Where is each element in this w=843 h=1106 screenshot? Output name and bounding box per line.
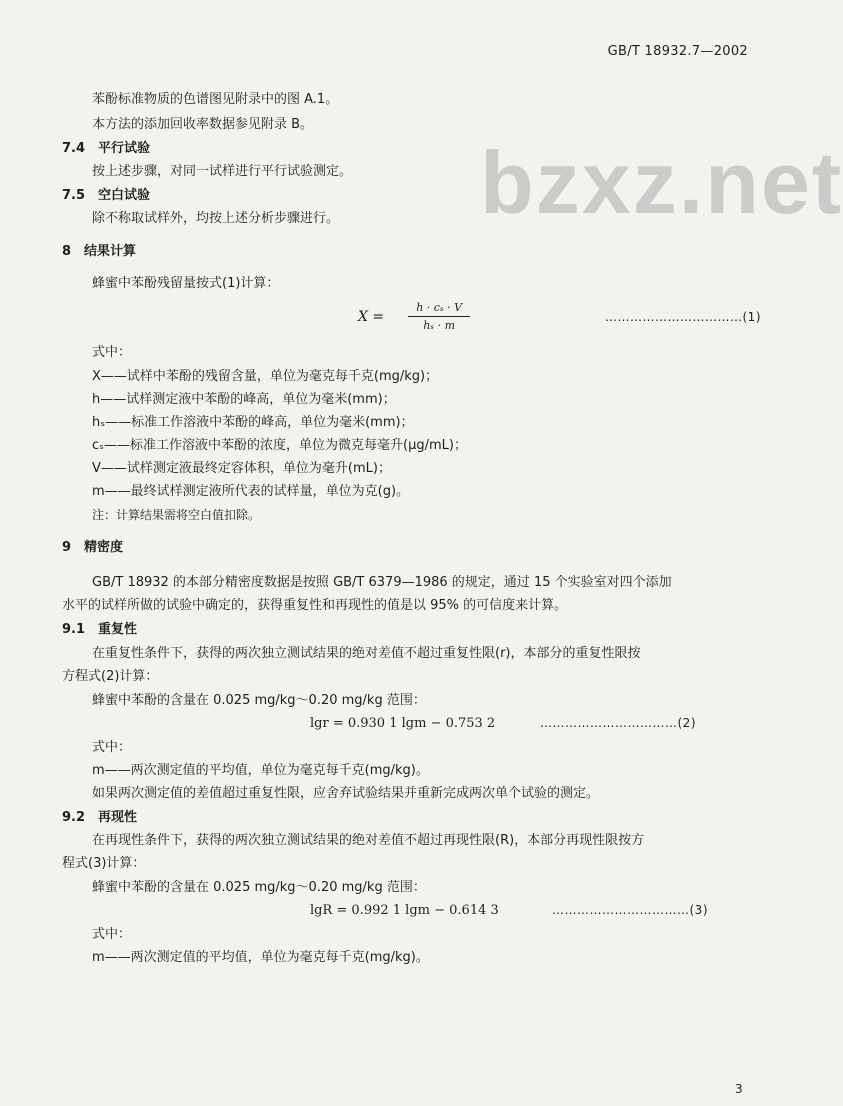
text-line: cₛ——标准工作溶液中苯酚的浓度，单位为微克每毫升(μg/mL)； <box>92 438 467 453</box>
text-line: 本方法的添加回收率数据参见附录 B。 <box>92 117 314 132</box>
formula-number: ……………………………(2) <box>540 716 696 730</box>
formula-1 <box>358 301 470 332</box>
text-line: 在重复性条件下，获得的两次独立测试结果的绝对差值不超过重复性限(r)，本部分的重复性限按 <box>92 646 641 661</box>
section-heading: 9.2 再现性 <box>62 810 138 825</box>
text-line: 方程式(2)计算： <box>62 669 159 684</box>
text-line: 蜂蜜中苯酚残留量按式(1)计算： <box>92 276 280 291</box>
text-line: 程式(3)计算： <box>62 856 146 871</box>
formula-denominator: hₛ · m <box>423 319 456 332</box>
text-line: hₛ——标准工作溶液中苯酚的峰高，单位为毫米(mm)； <box>92 415 414 430</box>
formula-3: lgR = 0.992 1 lgm − 0.614 3 <box>310 903 499 918</box>
text-line: V——试样测定液最终定容体积，单位为毫升(mL)； <box>92 461 391 476</box>
standard-code: GB/T 18932.7—2002 <box>607 44 748 59</box>
section-heading: 7.5 空白试验 <box>62 188 151 203</box>
text-line: 除不称取试样外，均按上述分析步骤进行。 <box>92 211 340 226</box>
text-line: 按上述步骤，对同一试样进行平行试验测定。 <box>92 164 353 179</box>
section-heading: 8 结果计算 <box>62 244 137 259</box>
formula-numerator: h · cₛ · V <box>416 301 463 314</box>
formula-number: ……………………………(1) <box>605 310 761 324</box>
text-line: 蜂蜜中苯酚的含量在 0.025 mg/kg～0.20 mg/kg 范围： <box>92 880 426 895</box>
text-line: 苯酚标准物质的色谱图见附录中的图 A.1。 <box>92 92 339 107</box>
text-line: m——两次测定值的平均值，单位为毫克每千克(mg/kg)。 <box>92 950 429 965</box>
section-heading: 7.4 平行试验 <box>62 141 151 156</box>
fraction-bar <box>408 316 470 317</box>
text-line: m——两次测定值的平均值，单位为毫克每千克(mg/kg)。 <box>92 763 429 778</box>
page-number: 3 <box>735 1082 743 1096</box>
text-line: 水平的试样所做的试验中确定的，获得重复性和再现性的值是以 95% 的可信度来计算。 <box>62 598 568 613</box>
section-heading: 9 精密度 <box>62 540 124 555</box>
text-line: 式中： <box>92 740 132 755</box>
text-line: 如果两次测定值的差值超过重复性限，应舍弃试验结果并重新完成两次单个试验的测定。 <box>92 786 600 801</box>
text-line: GB/T 18932 的本部分精密度数据是按照 GB/T 6379—1986 的规定，通过 15 个实验室对四个添加 <box>92 575 672 590</box>
section-heading: 9.1 重复性 <box>62 622 138 637</box>
text-line: 式中： <box>92 345 132 360</box>
text-line: 在再现性条件下，获得的两次独立测试结果的绝对差值不超过再现性限(R)，本部分再现性限按方 <box>92 833 645 848</box>
formula-number: ……………………………(3) <box>552 903 708 917</box>
text-line: 蜂蜜中苯酚的含量在 0.025 mg/kg～0.20 mg/kg 范围： <box>92 693 426 708</box>
text-line: h——试样测定液中苯酚的峰高，单位为毫米(mm)； <box>92 392 396 407</box>
note-line: 注：计算结果需将空白值扣除。 <box>92 508 261 522</box>
text-line: X——试样中苯酚的残留含量，单位为毫克每千克(mg/kg)； <box>92 369 439 384</box>
text-line: 式中： <box>92 927 132 942</box>
text-line: m——最终试样测定液所代表的试样量，单位为克(g)。 <box>92 484 410 499</box>
formula-2: lgr = 0.930 1 lgm − 0.753 2 <box>310 716 496 731</box>
watermark: bzxz.net <box>480 133 843 232</box>
formula-lhs: X = <box>358 308 385 325</box>
